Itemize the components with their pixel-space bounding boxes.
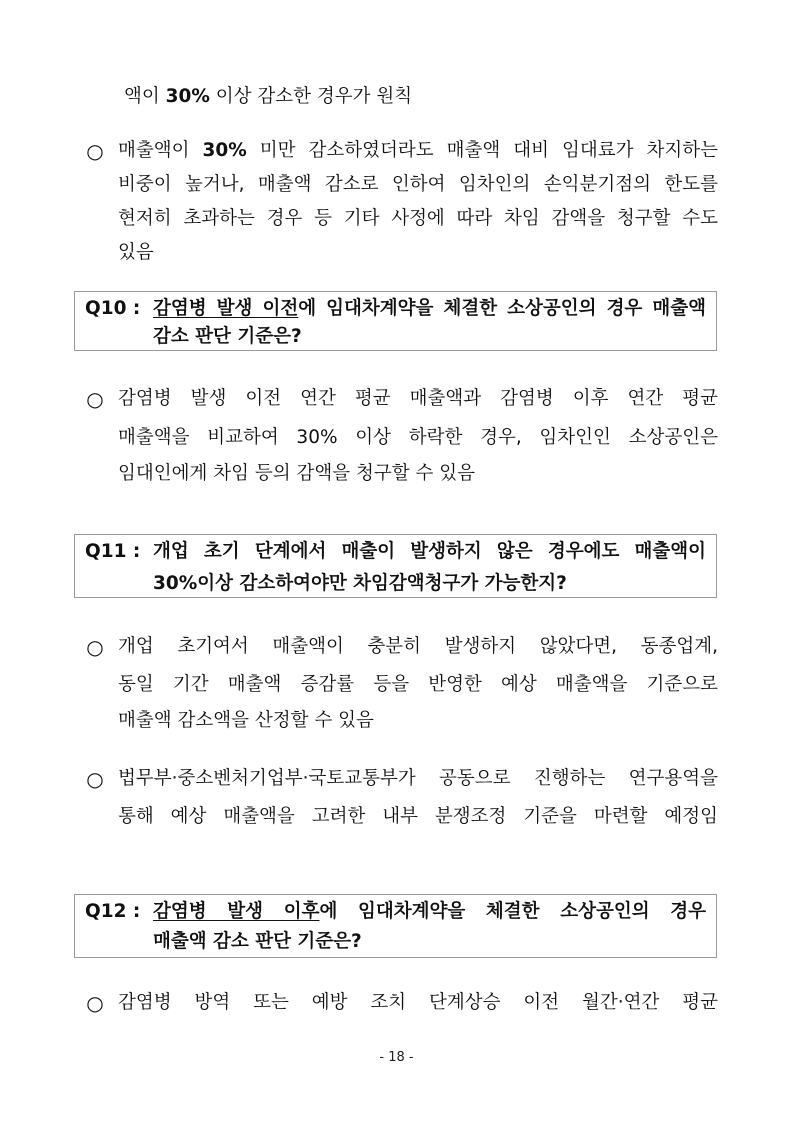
q11-box — [74, 534, 717, 598]
q11-question-line-2: 30%이상 감소하여야만 차임감액청구가 가능한지? — [153, 573, 567, 594]
a11b-marker: ○ — [86, 767, 104, 791]
q12-question-line-1 — [153, 899, 706, 925]
bullet1-line-1 — [118, 138, 718, 164]
a10-marker: ○ — [86, 387, 104, 411]
bullet1-line-2: 비중이 높거나, 매출액 감소로 인하여 임차인의 손익분기점의 한도를 — [118, 174, 718, 195]
page-number: - 18 - — [379, 1050, 414, 1065]
bullet1-line-3: 현저히 초과하는 경우 등 기타 사정에 따라 차임 감액을 청구할 수도 — [118, 208, 718, 229]
a10-line-2: 매출액을 비교하여 30% 이상 하락한 경우, 임차인인 소상공인은 — [118, 427, 718, 448]
intro-text-a: 액이 — [124, 86, 166, 107]
a11a-line-3: 매출액 감소액을 산정할 수 있음 — [118, 710, 374, 731]
a11b-line-1: 법무부·중소벤처기업부·국토교통부가 공동으로 진행하는 연구용역을 — [118, 768, 718, 789]
a11b-line-2: 통해 예상 매출액을 고려한 내부 분쟁조정 기준을 마련할 예정임 — [118, 806, 718, 827]
intro-line-1 — [124, 84, 724, 110]
bullet1-marker: ○ — [86, 139, 104, 163]
q10-text-rest: 에 임대차계약을 체결한 소상공인의 경우 매출액 — [298, 298, 706, 319]
q11-label: Q11 : — [85, 541, 141, 562]
bullet1-percent: 30% — [202, 140, 247, 161]
a10-line-3: 임대인에게 차임 등의 감액을 청구할 수 있음 — [118, 463, 475, 484]
q11-question-line-1: 개업 초기 단계에서 매출이 발생하지 않은 경우에도 매출액이 — [153, 541, 706, 562]
intro-text-c: 이상 감소한 경우가 원칙 — [209, 86, 413, 107]
q12-text-rest: 에 임대차계약을 체결한 소상공인의 경우 — [319, 901, 706, 922]
q12-box — [74, 894, 717, 958]
a12-line-1: 감염병 방역 또는 예방 조치 단계상승 이전 월간·연간 평균 — [118, 992, 718, 1013]
a12-marker: ○ — [86, 991, 104, 1015]
q10-underlined: 감염병 발생 이전 — [153, 298, 299, 319]
bullet1-text-a: 매출액이 — [118, 140, 203, 161]
q10-label: Q10 : — [85, 298, 141, 319]
q12-question-line-2: 매출액 감소 판단 기준은? — [153, 931, 362, 952]
q10-box — [74, 291, 717, 351]
q10-question-line-2: 감소 판단 기준은? — [153, 326, 302, 347]
bullet1-text-c: 미만 감소하였더라도 매출액 대비 임대료가 차지하는 — [246, 140, 718, 161]
q12-label: Q12 : — [85, 901, 141, 922]
bullet1-line-4: 있음 — [118, 242, 154, 263]
a10-line-1: 감염병 발생 이전 연간 평균 매출액과 감염병 이후 연간 평균 — [118, 388, 718, 409]
q12-underlined: 감염병 발생 이후 — [153, 901, 320, 922]
a11a-line-2: 동일 기간 매출액 증감률 등을 반영한 예상 매출액을 기준으로 — [118, 674, 718, 695]
a11a-marker: ○ — [86, 635, 104, 659]
a11a-line-1: 개업 초기여서 매출액이 충분히 발생하지 않았다면, 동종업계, — [118, 636, 718, 657]
q10-question-line-1 — [153, 296, 706, 322]
intro-percent: 30% — [165, 86, 210, 107]
